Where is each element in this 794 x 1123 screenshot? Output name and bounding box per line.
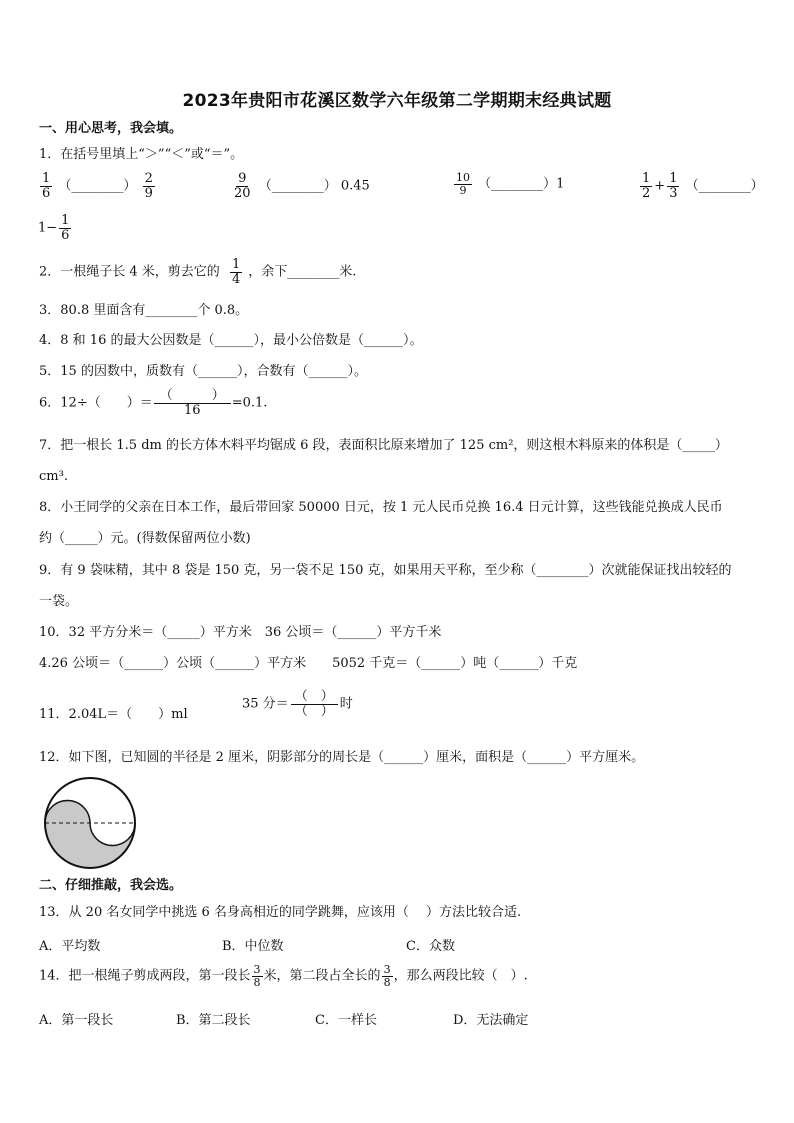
question-3: 3．80.8 里面含有________个 0.8。 (39, 303, 249, 318)
q14-option-b[interactable]: B．第二段长 (176, 1013, 251, 1028)
section-1-heading: 一、用心思考，我会填。 (39, 121, 183, 136)
fraction: $\frac{1}{6}$ (42, 171, 51, 201)
question-8-line-2: 约（_____）元。(得数保留两位小数) (39, 531, 251, 546)
question-10-line-2: 4.26 公顷＝（______）公顷（______）平方米 5052 千克＝（______）吨（______）千克 (39, 656, 578, 671)
fraction: $\frac{3}{8}$ (253, 963, 261, 989)
question-9-line-1: 9．有 9 袋味精，其中 8 袋是 150 克，另一袋不足 150 克，如果用天平称，至少称（________）次就能保证找出较轻的 (39, 563, 732, 578)
fraction: $\frac{1}{4}$ (231, 257, 241, 287)
fraction: $\frac{2}{9}$ (144, 171, 153, 201)
fraction: $\frac{1}{3}$ (669, 171, 678, 201)
question-5: 5．15 的因数中，质数有（______），合数有（______）。 (39, 364, 367, 379)
q1-item-d: $\frac{1}{2}$ + $\frac{1}{3}$ （________） (642, 171, 764, 201)
q1-item-e: 1− $\frac{1}{6}$ (38, 213, 70, 243)
page-title: 2023年贵阳市花溪区数学六年级第二学期期末经典试题 (182, 91, 612, 111)
fraction: $\frac{1}{2}$ (642, 171, 651, 201)
q13-option-c[interactable]: C．众数 (406, 939, 455, 954)
fraction: $\frac{( )}{16}$ (154, 389, 231, 417)
fraction: $\frac{9}{20}$ (234, 171, 251, 201)
answer-blank[interactable]: （________） (478, 176, 557, 192)
question-14: 14．把一根绳子剪成两段，第一段长 $\frac{3}{8}$ 米，第二段占全长的 $\frac{3}{8}$ ，那么两段比较（ ）. (39, 963, 528, 989)
q1-item-b: $\frac{9}{20}$ （________） 0.45 (234, 171, 370, 201)
question-9-line-2: 一袋。 (39, 594, 79, 609)
q1-item-a (38, 172, 157, 200)
question-6: 6．12÷（ ）＝ $\frac{( )}{16}$ =0.1. (39, 388, 268, 418)
question-1: 1．在括号里填上“＞”“＜”或“＝”。 (39, 147, 244, 162)
yin-yang-circle-figure (36, 774, 144, 872)
question-11-part-a: 11．2.04L＝（ ）ml (39, 707, 188, 722)
fraction: $\frac{3}{8}$ (383, 963, 391, 989)
answer-blank[interactable]: （________） (685, 178, 764, 194)
question-13: 13．从 20 名女同学中挑选 6 名身高相近的同学跳舞，应该用（ ）方法比较合适. (39, 905, 522, 920)
q13-option-a[interactable]: A．平均数 (39, 939, 101, 954)
q14-option-c[interactable]: C．一样长 (315, 1013, 377, 1028)
fraction: $\frac{10}{9}$ (456, 171, 470, 197)
answer-blank[interactable]: （________） (58, 178, 137, 194)
question-8-line-1: 8．小王同学的父亲在日本工作，最后带回家 50000 日元，按 1 元人民币兑换 16.4 日元计算，这些钱能兑换成人民币 (39, 500, 723, 515)
q14-option-a[interactable]: A．第一段长 (39, 1013, 114, 1028)
question-10-line-1: 10．32 平方分米＝（_____）平方米 36 公顷＝（______）平方千米 (39, 625, 442, 640)
q13-option-b[interactable]: B．中位数 (222, 939, 284, 954)
fraction: $\frac{1}{6}$ (61, 213, 70, 243)
question-2: 2．一根绳子长 4 米，剪去它的 $\frac{1}{4}$ ，余下________米. (39, 257, 357, 287)
question-7-line-1: 7．把一根长 1.5 dm 的长方体木料平均锯成 6 段，表面积比原来增加了 125 cm²，则这根木料原来的体积是（_____） (39, 438, 728, 453)
section-2-heading: 二、仔细推敲，我会选。 (39, 878, 183, 893)
answer-blank[interactable]: （________） (258, 178, 337, 194)
question-4: 4．8 和 16 的最大公因数是（______），最小公倍数是（______）。 (39, 333, 423, 348)
q1-item-c: $\frac{10}{9}$ （________）1 (456, 171, 565, 197)
fraction: $\frac{( )}{( )}$ (291, 690, 338, 718)
question-7-line-2: cm³. (39, 469, 68, 484)
question-12: 12．如下图，已知圆的半径是 2 厘米，阴影部分的周长是（______）厘米，面积是（______）平方厘米。 (39, 750, 645, 765)
q14-option-d[interactable]: D．无法确定 (453, 1013, 529, 1028)
question-11-part-b: 35 分＝ $\frac{( )}{( )}$ 时 (242, 689, 353, 719)
